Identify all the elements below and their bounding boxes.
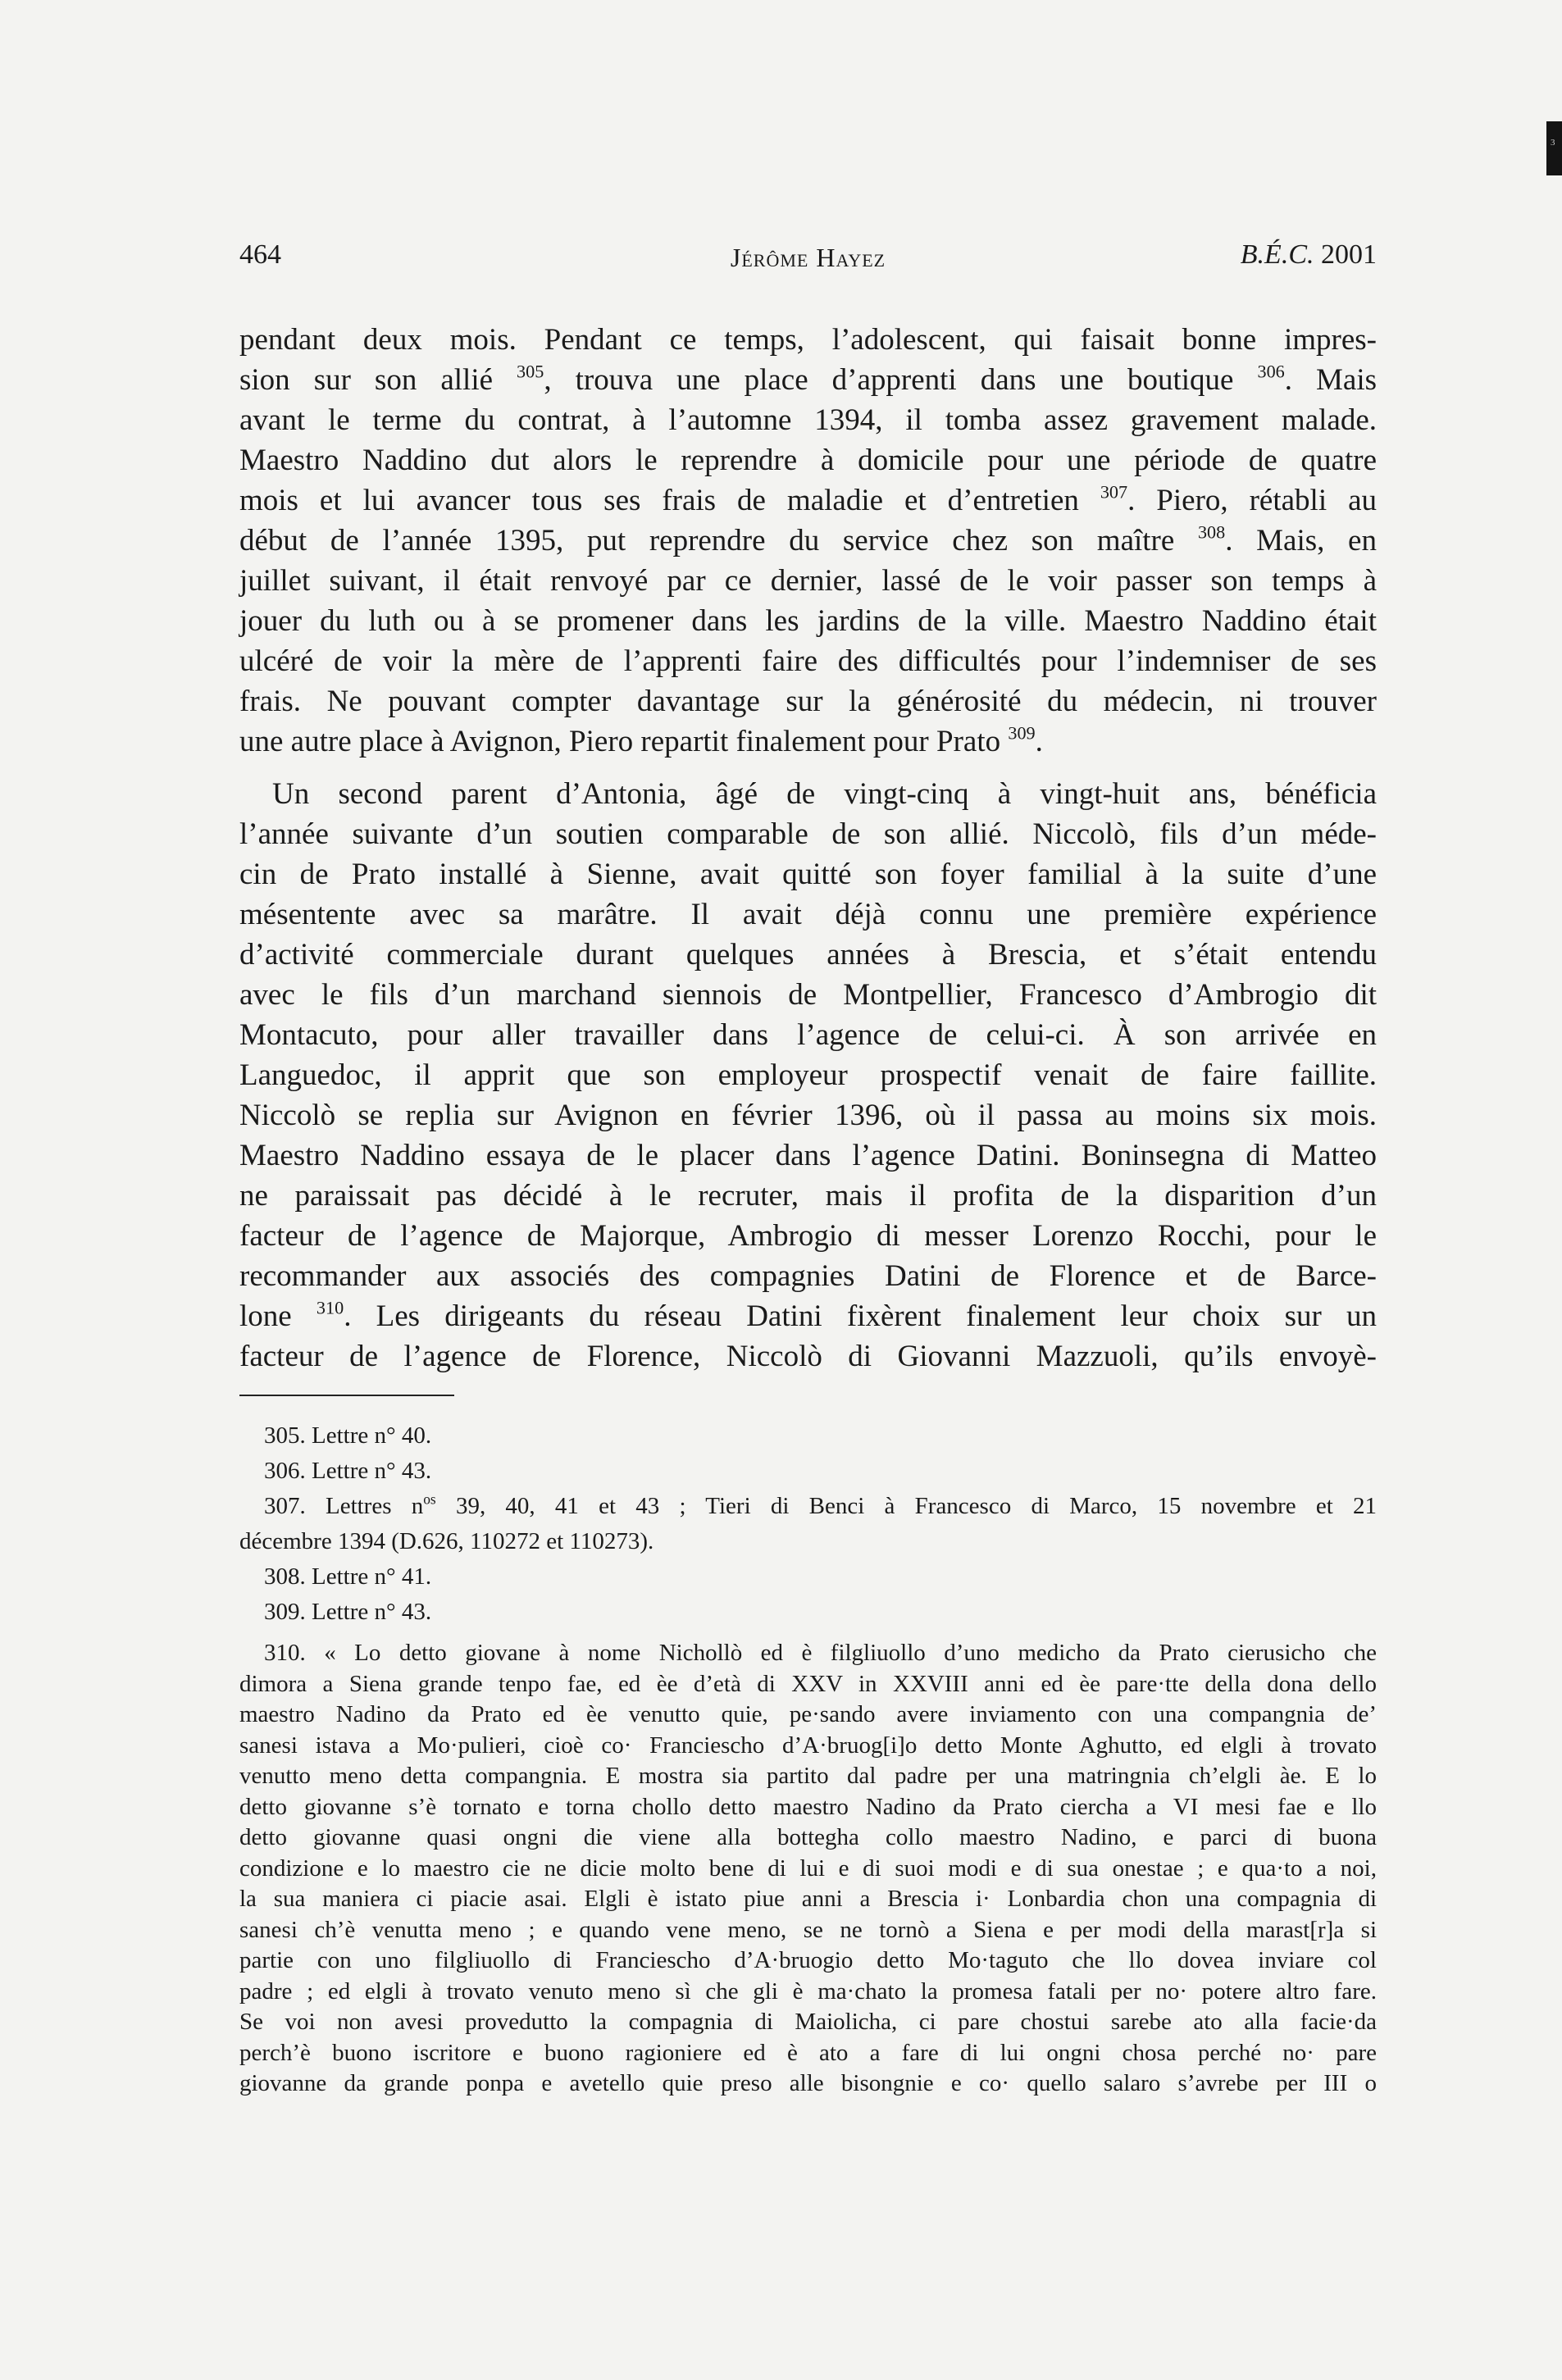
text-line: juillet suivant, il était renvoyé par ce dernier, lassé de le voir passer son temps à xyxy=(239,564,1377,598)
text-line: avec le fils d’un marchand siennois de Montpellier, Francesco d’Ambrogio dit xyxy=(239,978,1377,1012)
text-line: partie con uno filgliuollo di Franciescho d’A·bruogio detto Mo·taguto che llo dovea inviare col xyxy=(239,1947,1377,1973)
text-line: Maestro Naddino essaya de le placer dans l’agence Datini. Boninsegna di Matteo xyxy=(239,1139,1377,1172)
journal-abbrev: B.É.C. xyxy=(1240,239,1314,270)
text-line: mois et lui avancer tous ses frais de maladie et d’entretien $^{307}$. Piero, rétabli au xyxy=(239,481,1377,517)
footnote-reference[interactable]: 306 xyxy=(1257,361,1285,382)
text-line: ulcéré de voir la mère de l’apprenti faire des difficultés pour l’indemniser de ses xyxy=(239,644,1377,678)
footnotes xyxy=(239,1418,1377,2100)
text-line: Niccolò se replia sur Avignon en février 1396, où il passa au moins six mois. xyxy=(239,1099,1377,1132)
footnote-reference[interactable]: 307 xyxy=(1100,481,1128,503)
text-line: Se voi non avesi provedutto la compagnia di Maiolicha, ci pare chostui sarebe ato alla facie·da xyxy=(239,2009,1377,2035)
footnote-rule xyxy=(239,1395,454,1396)
text-line: frais. Ne pouvant compter davantage sur la générosité du médecin, ni trouver xyxy=(239,685,1377,718)
text-line: jouer du luth ou à se promener dans les jardins de la ville. Maestro Naddino était xyxy=(239,604,1377,638)
footnote xyxy=(239,1489,1377,1559)
text-line: lone $^{310}$. Les dirigeants du réseau Datini fixèrent finalement leur choix sur un xyxy=(239,1297,1378,1333)
footnote-reference[interactable]: 310 xyxy=(316,1297,344,1318)
text-line: pendant deux mois. Pendant ce temps, l’adolescent, qui faisait bonne impres- xyxy=(239,323,1377,357)
text-line: 307. Lettres $n^{os}$ 39, 40, 41 et 43 ; Tieri di Benci à Francesco di Marco, 15 novembre et 21 xyxy=(264,1490,1377,1519)
text-line: ne paraissait pas décidé à le recruter, mais il profita de la disparition d’un xyxy=(239,1179,1377,1213)
running-header xyxy=(239,239,1377,280)
text-line: la sua maniera ci piacie asai. Elgli è istato piue anni a Brescia i· Lonbardia chon una compagnia di xyxy=(239,1886,1377,1912)
text-line: Un second parent d’Antonia, âgé de vingt-cinq à vingt-huit ans, bénéficia xyxy=(272,777,1377,811)
journal-year: 2001 xyxy=(1321,239,1377,270)
text-line: giovanne da grande ponpa e avetello quie preso alle bisongnie e co· quello salaro s’avrebe per III o xyxy=(239,2070,1377,2096)
text-line: facteur de l’agence de Majorque, Ambrogio di messer Lorenzo Rocchi, pour le xyxy=(239,1219,1377,1253)
text-line: sanesi istava a Mo·pulieri, cioè co· Franciescho d’A·bruog[i]o detto Monte Aghutto, ed elgli à trovato xyxy=(239,1732,1377,1759)
page-number: 464 xyxy=(239,239,281,270)
paragraph xyxy=(239,320,1377,762)
text-line: Maestro Naddino dut alors le reprendre à domicile pour une période de quatre xyxy=(239,444,1377,477)
text-line: 309. Lettre n° 43. xyxy=(264,1599,432,1625)
text-line: venutto meno detta compangnia. E mostra sia partito dal padre per una matringnia ch’elgli àe. E lo xyxy=(239,1763,1377,1789)
text-line: 306. Lettre n° 43. xyxy=(264,1458,432,1484)
footnote xyxy=(239,1454,1377,1489)
text-line: Montacuto, pour aller travailler dans l’agence de celui-ci. À son arrivée en xyxy=(239,1018,1377,1052)
text-line: sanesi ch’è venutta meno ; e quando vene meno, se ne tornò a Siena e per modi della marast[r]a si xyxy=(239,1916,1377,1943)
journal-citation xyxy=(1241,239,1377,271)
text-line: décembre 1394 (D.626, 110272 et 110273). xyxy=(239,1528,654,1554)
text-line: cin de Prato installé à Sienne, avait quitté son foyer familial à la suite d’une xyxy=(239,858,1377,891)
text-line: une autre place à Avignon, Piero repartit finalement pour Prato $^{309}$. xyxy=(239,722,1043,758)
footnote-reference[interactable]: 309 xyxy=(1008,722,1036,744)
text-line: padre ; ed elgli à trovato venuto meno sì che gli è ma·chato la promesa fatali per no· potere altro fare. xyxy=(239,1977,1377,2005)
text-line: dimora a Siena grande tenpo fae, ed èe d’età di XXV in XXVIII anni ed èe pare·tte della dona dello xyxy=(239,1670,1377,1697)
paragraph xyxy=(239,774,1377,1377)
text-line: perch’è buono iscritore e buono ragioniere ed è ato a fare di lui ongni chosa perché no· pare xyxy=(239,2039,1377,2066)
text-line: 305. Lettre n° 40. xyxy=(264,1422,432,1449)
body-text xyxy=(239,320,1377,1377)
footnote-reference[interactable]: os xyxy=(423,1490,436,1508)
running-author: Jérôme Hayez xyxy=(730,243,886,272)
footnote-reference[interactable]: 305 xyxy=(517,361,544,382)
text-line: detto giovanne quasi ongni die viene alla bottegha collo maestro Nadino, e parci di buona xyxy=(239,1824,1377,1850)
page-tab-label: 3 xyxy=(1551,138,1555,148)
text-line: recommander aux associés des compagnies Datini de Florence et de Barce- xyxy=(239,1259,1377,1293)
footnote-reference[interactable]: 308 xyxy=(1197,521,1226,543)
page-edge-tab xyxy=(1546,121,1562,175)
text-line: mésentente avec sa marâtre. Il avait déjà connu une première expérience xyxy=(239,898,1377,931)
text-line: début de l’année 1395, put reprendre du service chez son maître $^{308}$. Mais, en xyxy=(239,521,1377,557)
text-line: condizione e lo maestro cie ne dicie molto bene di lui e di suoi modi e di sua onestae ; e qua·to a noi, xyxy=(239,1854,1377,1882)
text-line: l’année suivante d’un soutien comparable de son allié. Niccolò, fils d’un méde- xyxy=(239,817,1377,851)
text-line: Languedoc, il apprit que son employeur prospectif venait de faire faillite. xyxy=(239,1058,1377,1092)
text-line: d’activité commerciale durant quelques années à Brescia, et s’était entendu xyxy=(239,938,1377,972)
text-line: avant le terme du contrat, à l’automne 1394, il tomba assez gravement malade. xyxy=(239,403,1377,437)
text-line: facteur de l’agence de Florence, Niccolò di Giovanni Mazzuoli, qu’ils envoyè- xyxy=(239,1340,1377,1373)
text-line: maestro Nadino da Prato ed èe venutto quie, pe·sando avere inviamento con una compangnia de’ xyxy=(239,1701,1377,1727)
text-line: 310. « Lo detto giovane à nome Nichollò ed è filgliuollo d’uno medicho da Prato cierusicho che xyxy=(264,1640,1377,1666)
footnote xyxy=(239,1559,1377,1595)
text-line: 308. Lettre n° 41. xyxy=(264,1563,432,1590)
footnote xyxy=(239,1638,1377,2100)
text-line: detto giovanne s’è tornato e torna chollo detto maestro Nadino da Prato ciercha a VI mesi fae e llo xyxy=(239,1793,1377,1820)
footnote xyxy=(239,1595,1377,1630)
text-line: sion sur son allié $^{305}$, trouva une place d’apprenti dans une boutique $^{306}$. Mais xyxy=(239,361,1378,397)
footnote xyxy=(239,1418,1377,1454)
